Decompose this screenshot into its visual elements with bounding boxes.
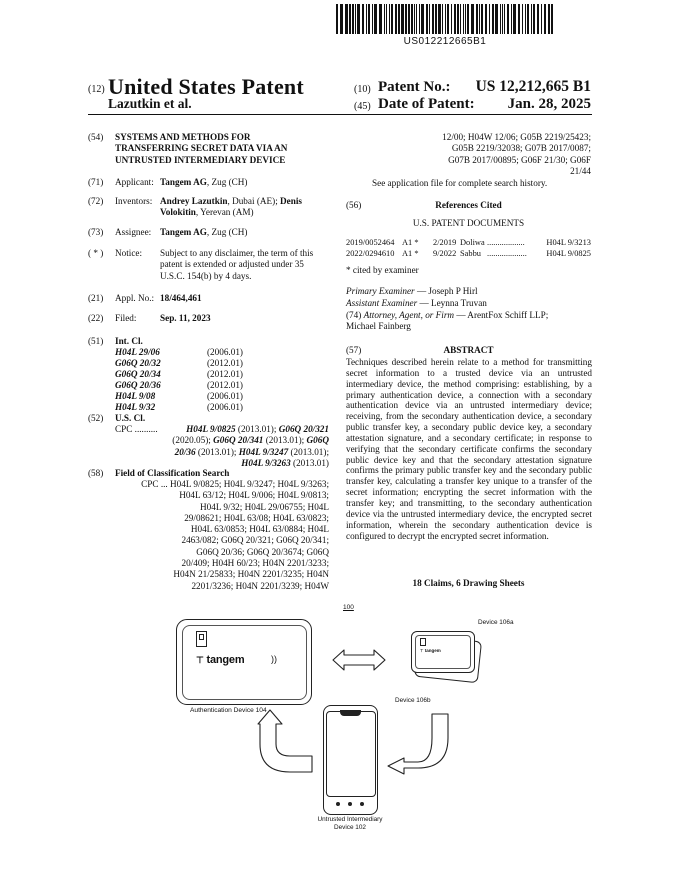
patent-title-line: TRANSFERRING SECRET DATA VIA AN (115, 143, 288, 154)
field-code: (58) (88, 468, 104, 478)
attorney-code: (74) (346, 310, 362, 320)
cpc-version: (2013.01); (263, 435, 307, 446)
cpc-version: (2013.01) (290, 457, 329, 468)
cpc-code: H04L 9/0825 (186, 424, 236, 434)
field-line: H04N 21/25833; H04N 2201/3235; H04N (173, 569, 329, 580)
ref-class: H04L 9/3213 (546, 238, 591, 247)
field-line: 20/409; H04H 60/23; H04N 2201/3233; (181, 558, 329, 569)
inventor-2-name: Volokitin (160, 207, 196, 218)
intcl-version: (2012.01) (207, 369, 243, 379)
notice-line: patent is extended or adjusted under 35 (160, 259, 304, 270)
applicant-code: (71) (88, 177, 104, 187)
notice-label: Notice: (115, 248, 143, 258)
applicant-location: , Zug (CH) (206, 177, 248, 187)
field-line: G07B 2017/00895; G06F 21/30; G06F (448, 154, 591, 165)
ref-pub: 2022/0294610 (346, 249, 395, 258)
auth-device-label: Authentication Device 104 (190, 707, 267, 714)
notice-line: U.S.C. 154(b) by 4 days. (160, 270, 252, 281)
filed-label: Filed: (115, 313, 137, 323)
assistant-examiner-name: — Leynna Truvan (417, 298, 487, 308)
field-line: 12/00; H04W 12/06; G05B 2219/25423; (442, 132, 591, 142)
inventor-1-location: , Dubai (AE); (227, 196, 278, 206)
cited-by-examiner: * cited by examiner (346, 265, 419, 275)
date-of-patent: Jan. 28, 2025 (507, 96, 591, 112)
intcl-label: Int. Cl. (115, 336, 143, 346)
inventor-2-name: Denis (280, 196, 302, 206)
ref-pub: 2019/0052464 (346, 238, 395, 247)
see-application: See application file for complete search history. (372, 178, 548, 188)
cpc-code: G06Q 20/321 (278, 424, 329, 434)
inventor-1-name: Andrey Lazutkin (160, 196, 228, 206)
code-12: (12) (88, 84, 105, 95)
cpc-version: (2013.01); (235, 424, 279, 434)
cpc-code: G06Q 20/341 (213, 435, 264, 446)
intcl-version: (2006.01) (207, 402, 243, 412)
attorney-name-2: Michael Fainberg (346, 321, 411, 332)
card-brand: ⊤ tangem (196, 654, 245, 666)
barcode-number: US012212665B1 (403, 36, 487, 47)
field-line: 2463/082; G06Q 20/321; G06Q 20/341; (181, 535, 329, 546)
ref-dots: .................. (487, 238, 525, 247)
refs-code: (56) (346, 200, 362, 210)
applicant-label: Applicant: (115, 177, 154, 187)
assignee-label: Assignee: (115, 227, 152, 237)
small-card-brand: ⊤ tangem (420, 648, 441, 653)
intcl-code-value: G06Q 20/32 (115, 358, 161, 368)
ref-name: Doliwa (460, 238, 485, 247)
assignee-location: , Zug (CH) (206, 227, 248, 237)
ref-date: 2/2019 (433, 238, 457, 247)
field-line: G06Q 20/36; G06Q 20/3674; G06Q (196, 546, 329, 557)
filed-date: Sep. 11, 2023 (160, 313, 211, 323)
applicant-name: Tangem AG (160, 177, 207, 187)
intcl-version: (2012.01) (207, 380, 243, 390)
assistant-examiner-label: Assistant Examiner (346, 298, 418, 308)
notice-line: Subject to any disclaimer, the term of this (160, 248, 314, 258)
field-line: 29/08621; H04L 63/08; H04L 63/0823; (184, 512, 329, 523)
us-docs-title: U.S. PATENT DOCUMENTS (412, 218, 525, 228)
field-line: 2201/3236; H04N 2201/3239; H04W (191, 580, 329, 591)
ref-kind: A1 * (402, 238, 419, 247)
inventor-2-location: , Yerevan (AM) (195, 207, 254, 218)
assignee-name: Tangem AG (160, 227, 207, 237)
patent-title-line: UNTRUSTED INTERMEDIARY DEVICE (115, 154, 286, 165)
ref-kind: A1 * (402, 249, 419, 258)
field-line: H04L 9/32; H04L 29/06755; H04L (200, 501, 329, 512)
field-line: CPC ... H04L 9/0825; H04L 9/3247; H04L 9/3263; (141, 479, 329, 489)
device-106a-label: Device 106a (478, 619, 514, 626)
patent-no-label: Patent No.: (378, 79, 451, 95)
ref-date: 9/2022 (433, 249, 457, 258)
cpc-code: H04L 9/3263 (241, 457, 291, 468)
appl-label: Appl. No.: (115, 293, 155, 303)
patent-title-line: SYSTEMS AND METHODS FOR (115, 132, 251, 142)
small-card-brand-text: tangem (424, 648, 441, 653)
ref-name: Sabbu (460, 249, 481, 258)
abstract-title: ABSTRACT (443, 345, 494, 355)
claims-summary: 18 Claims, 6 Drawing Sheets (412, 578, 525, 588)
primary-examiner-name: — Joseph P Hirl (414, 286, 478, 296)
intcl-version: (2006.01) (207, 391, 243, 401)
attorney-label: Attorney, Agent, or Firm (363, 310, 455, 320)
ref-class: H04L 9/0825 (546, 249, 591, 258)
appl-code: (21) (88, 293, 104, 303)
card-brand-text: tangem (206, 654, 245, 666)
field-line: H04L 63/0853; H04L 63/0884; H04L (190, 524, 329, 535)
abstract-code: (57) (346, 345, 362, 355)
curved-arrow-left-icon (258, 710, 312, 772)
inventors-code: (72) (88, 196, 104, 206)
patent-number: US 12,212,665 B1 (475, 78, 591, 95)
uscl-label: U.S. Cl. (115, 413, 146, 423)
phone-label-line: Untrusted Intermediary (317, 816, 383, 823)
code-45: (45) (354, 101, 371, 112)
intcl-code-value: G06Q 20/36 (115, 380, 161, 390)
filed-code: (22) (88, 313, 104, 323)
field-line: G05B 2219/32038; G07B 2017/0087; (451, 143, 591, 154)
intcl-code-value: G06Q 20/34 (115, 369, 161, 379)
phone-label-line: Device 102 (334, 824, 366, 831)
assignee-code: (73) (88, 227, 104, 237)
cpc-code: H04L 9/3247 (238, 446, 289, 457)
patent-kind-title: United States Patent (108, 74, 304, 99)
intcl-code: (51) (88, 336, 104, 346)
uscl-code: (52) (88, 413, 104, 423)
figure-ref-100: 100 (343, 604, 354, 611)
abstract-text: Techniques described herein relate to a method for transmitting secret information to a trusted device via an untrusted intermediary device, the method comprising: establishing, by a primary authentication device, a connection with a secondary authentication device via an untrusted intermediary device; receiving, from the secondary authentication device, a secondary public transfer key, a secondary public device key, a secondary attestation signature, and a secondary certificate; in response to verifying that the secondary certificate confirms the secondary public device key and that the secondary attestation signature confirms the primary public transfer key and the secondary public transfer key, calculating a transfer key unique to a transfer of the secret information; encrypting the secret information with the transfer key; and transmitting, to the secondary authentication device via the untrusted intermediary device, the encrypted secret information, wherein the secondary authentication device is configured to decrypt the encrypted secret information. (346, 357, 592, 541)
intcl-code-value: H04L 9/08 (115, 391, 156, 401)
cpc-version: (2020.05); (172, 435, 214, 446)
attorney-name: — ArentFox Schiff LLP; (454, 310, 549, 320)
cpc-label: CPC .......... (115, 424, 158, 434)
intcl-code-value: H04L 9/32 (115, 402, 156, 412)
field-label: Field of Classification Search (115, 468, 230, 478)
code-10: (10) (354, 84, 371, 95)
intcl-code-value: H04L 29/06 (115, 347, 160, 357)
cpc-code: G06Q (306, 435, 329, 446)
inventor-short: Lazutkin et al. (108, 96, 192, 111)
appl-number: 18/464,461 (160, 293, 202, 303)
cpc-version: (2013.01); (195, 446, 239, 457)
curved-arrow-right-icon (388, 714, 448, 774)
cpc-version: (2013.01); (288, 446, 329, 457)
field-line: 21/44 (570, 165, 591, 176)
title-code: (54) (88, 132, 104, 142)
inventors-label: Inventors: (115, 196, 153, 206)
nfc-icon: )) (271, 654, 277, 664)
intcl-version: (2012.01) (207, 358, 243, 368)
intcl-version: (2006.01) (207, 347, 243, 357)
refs-title: References Cited (435, 200, 502, 210)
date-of-patent-label: Date of Patent: (378, 96, 475, 112)
double-arrow-icon (333, 650, 385, 670)
device-106b-label: Device 106b (395, 697, 431, 704)
cpc-code: 20/36 (174, 446, 196, 457)
ref-dots: ................... (487, 249, 527, 258)
field-line: H04L 63/12; H04L 9/006; H04L 9/0813; (179, 490, 329, 501)
notice-code: ( * ) (88, 248, 104, 258)
primary-examiner-label: Primary Examiner (346, 286, 415, 296)
